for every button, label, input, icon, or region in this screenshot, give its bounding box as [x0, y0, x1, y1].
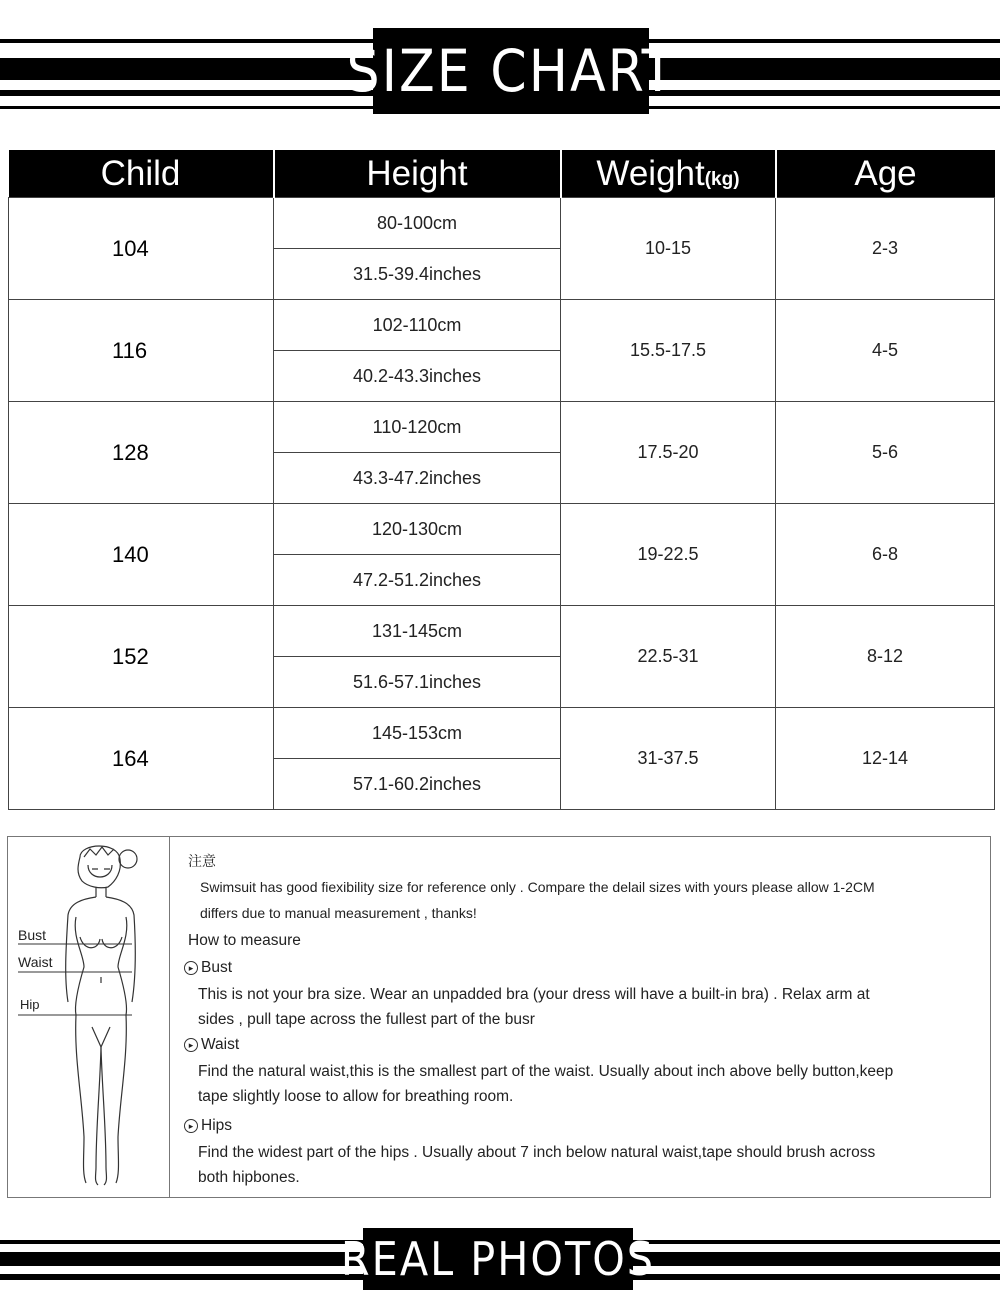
height-inches: 31.5-39.4inches [274, 249, 561, 300]
body-outline-icon [8, 837, 168, 1197]
size-chart-banner [0, 28, 1000, 116]
hip-label: Hip [20, 997, 40, 1012]
age-range: 5-6 [776, 402, 995, 504]
size-table [8, 150, 995, 810]
bust-text-line-1: This is not your bra size. Wear an unpadded bra (your dress will have a built-in bra) . Relax arm at [198, 986, 870, 1003]
waist-text-line-1: Find the natural waist,this is the smallest part of the waist. Usually about inch above belly button,keep [198, 1063, 894, 1080]
child-size: 116 [9, 300, 274, 402]
height-cm: 145-153cm [274, 708, 561, 759]
table-row [9, 708, 995, 759]
age-range: 12-14 [776, 708, 995, 810]
hips-text-line-2: both hipbones. [198, 1169, 300, 1186]
age-range: 4-5 [776, 300, 995, 402]
notes-intro-line-2: differs due to manual measurement , thanks! [200, 905, 477, 921]
waist-label: Waist [18, 954, 53, 970]
age-range: 6-8 [776, 504, 995, 606]
table-row [9, 606, 995, 657]
section-title: REAL PHOTOS [363, 1228, 633, 1290]
table-header-row [9, 150, 995, 198]
weight-range: 17.5-20 [561, 402, 776, 504]
child-size: 140 [9, 504, 274, 606]
height-cm: 131-145cm [274, 606, 561, 657]
real-photos-banner [0, 1226, 1000, 1292]
weight-unit: (kg) [704, 168, 740, 190]
bullet-icon: ▸ [184, 961, 198, 975]
bullet-icon: ▸ [184, 1119, 198, 1133]
height-cm: 110-120cm [274, 402, 561, 453]
hips-text-line-1: Find the widest part of the hips . Usually about 7 inch below natural waist,tape should brush across [198, 1144, 876, 1161]
height-inches: 40.2-43.3inches [274, 351, 561, 402]
child-size: 104 [9, 198, 274, 300]
column-header-weight [561, 150, 776, 198]
waist-text-line-2: tape slightly loose to allow for breathing room. [198, 1088, 514, 1105]
height-inches: 57.1-60.2inches [274, 759, 561, 810]
weight-range: 31-37.5 [561, 708, 776, 810]
bust-heading [184, 959, 232, 977]
height-inches: 43.3-47.2inches [274, 453, 561, 504]
height-inches: 47.2-51.2inches [274, 555, 561, 606]
child-size: 164 [9, 708, 274, 810]
weight-range: 19-22.5 [561, 504, 776, 606]
table-row [9, 402, 995, 453]
notes-heading: 注意 [188, 853, 216, 869]
page-title: SIZE CHART [373, 28, 649, 114]
height-cm: 80-100cm [274, 198, 561, 249]
weight-range: 15.5-17.5 [561, 300, 776, 402]
table-row [9, 504, 995, 555]
bust-label: Bust [18, 927, 47, 943]
hips-title: Hips [201, 1117, 233, 1134]
age-range: 8-12 [776, 606, 995, 708]
bullet-icon: ▸ [184, 1038, 198, 1052]
age-range: 2-3 [776, 198, 995, 300]
weight-label: Weight [596, 153, 705, 193]
how-to-measure-heading: How to measure [188, 932, 301, 949]
bust-title: Bust [201, 959, 233, 976]
column-header-age: Age [776, 150, 995, 198]
weight-range: 10-15 [561, 198, 776, 300]
waist-heading [184, 1036, 239, 1054]
body-figure-panel [8, 837, 170, 1197]
table-row [9, 198, 995, 249]
waist-title: Waist [201, 1036, 240, 1053]
child-size: 128 [9, 402, 274, 504]
column-header-child: Child [9, 150, 274, 198]
height-inches: 51.6-57.1inches [274, 657, 561, 708]
column-header-height: Height [274, 150, 561, 198]
notes-intro-line-1: Swimsuit has good fiexibility size for reference only . Compare the delail sizes with yours please allow 1-2CM [200, 879, 875, 895]
bust-text-line-2: sides , pull tape across the fullest part of the busr [198, 1011, 535, 1028]
table-row [9, 300, 995, 351]
child-size: 152 [9, 606, 274, 708]
height-cm: 120-130cm [274, 504, 561, 555]
hips-heading [184, 1117, 232, 1135]
measurement-notes [7, 836, 991, 1198]
weight-range: 22.5-31 [561, 606, 776, 708]
height-cm: 102-110cm [274, 300, 561, 351]
